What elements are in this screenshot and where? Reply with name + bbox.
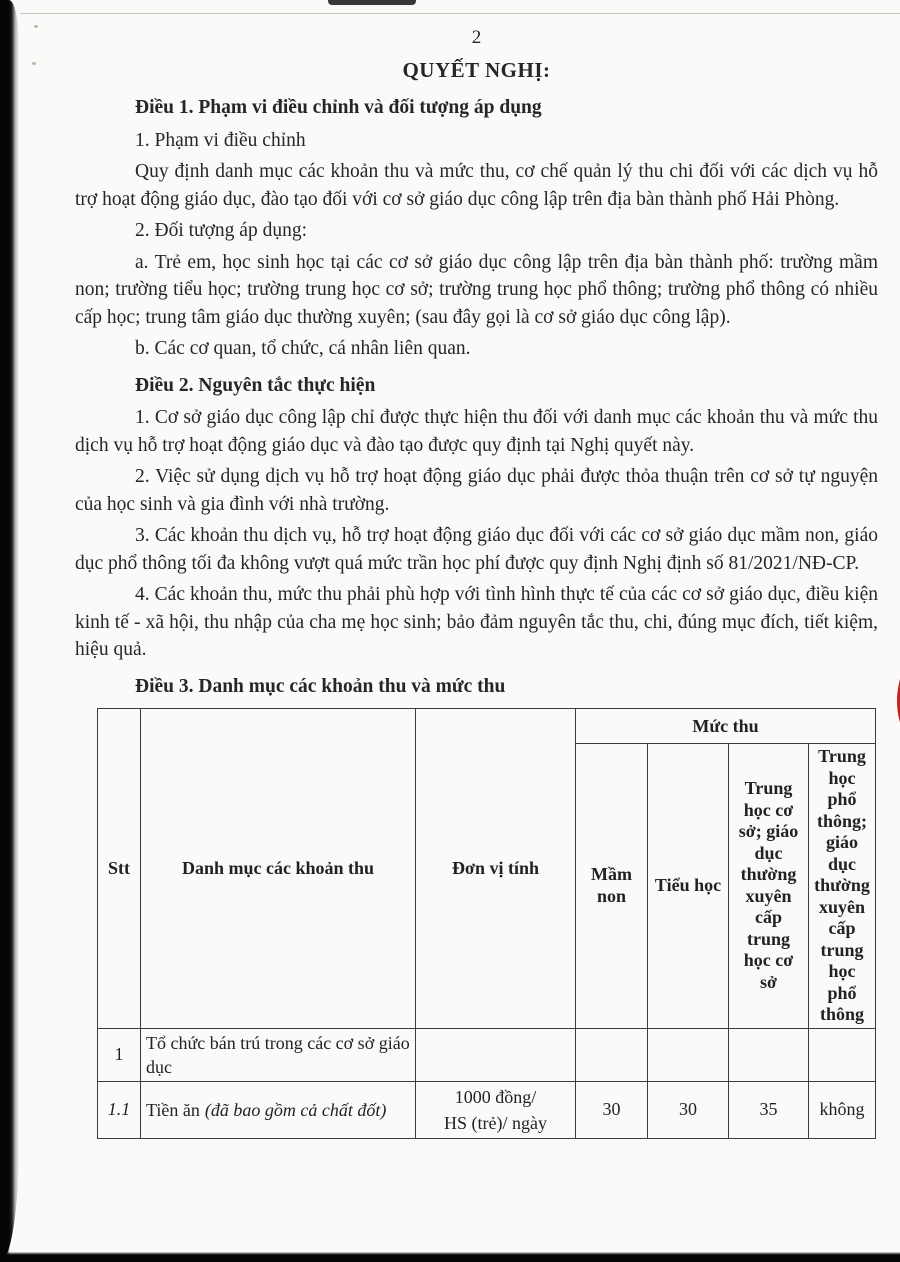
row-item-note: (đã bao gồm cả chất đốt) (204, 1099, 387, 1120)
table-row (98, 1028, 876, 1081)
row-value: không (809, 1081, 876, 1138)
paragraph: 1. Phạm vi điều chỉnh (135, 129, 306, 151)
row-unit (416, 1081, 576, 1138)
scan-top-smudge (328, 0, 416, 5)
section-heading-dieu-2: Điều 2. Nguyên tắc thực hiện (135, 374, 376, 396)
paragraph: 3. Các khoản thu dịch vụ, hỗ trợ hoạt động giáo dục đối với các cơ sở giáo dục mầm non, giáo dục phổ thông tối đa không vượt quá mức trần học phí được quy định Nghị định số 81/2021/NĐ-CP. (75, 525, 878, 574)
paragraph: 2. Việc sử dụng dịch vụ hỗ trợ hoạt động giáo dục phải được thỏa thuận trên cơ sở tự nguyện của học sinh và gia đình với nhà trường. (75, 466, 878, 515)
paragraph: 4. Các khoản thu, mức thu phải phù hợp với tình hình thực tế của các cơ sở giáo dục, điều kiện kinh tế - xã hội, thu nhập của cha mẹ học sinh; bảo đảm nguyên tắc thu, chi, đúng mục đích, tiết kiệm, hiệu quả. (75, 584, 878, 660)
row-stt: 1.1 (98, 1081, 141, 1138)
paragraph: a. Trẻ em, học sinh học tại các cơ sở giáo dục công lập trên địa bàn thành phố: trường mầm non; trường tiểu học; trường trung học cơ sở; trường trung học phổ thông; trường phổ thông có nhiều cấp học; trung tâm giáo dục thường xuyên; (sau đây gọi là cơ sở giáo dục công lập). (75, 251, 878, 328)
scan-speck (34, 25, 38, 28)
col-header-mam-non: Mầm non (576, 744, 648, 1029)
scan-edge-bottom-band (0, 1252, 900, 1262)
scan-edge-left-taper (0, 922, 10, 1262)
unit-line: HS (trẻ)/ ngày (444, 1112, 547, 1133)
row-unit (416, 1028, 576, 1081)
row-item: Tổ chức bán trú trong các cơ sở giáo dục (141, 1028, 416, 1081)
paragraph: Quy định danh mục các khoản thu và mức thu, cơ chế quản lý thu chi đối với các dịch vụ hỗ trợ hoạt động giáo dục, đào tạo đối với cơ sở giáo dục công lập trên địa bàn thành phố Hải Phòng. (75, 161, 878, 210)
scan-speck (32, 62, 36, 65)
table-row (98, 1081, 876, 1138)
unit-line: 1000 đồng/ (454, 1086, 537, 1107)
section-heading-dieu-3: Điều 3. Danh mục các khoản thu và mức thu (135, 675, 506, 697)
col-header-unit: Đơn vị tính (416, 709, 576, 1029)
col-header-item: Danh mục các khoản thu (141, 709, 416, 1029)
col-header-group-muc-thu: Mức thu (576, 709, 876, 744)
fee-schedule-table (97, 708, 876, 1139)
row-value (648, 1028, 729, 1081)
row-value: 30 (576, 1081, 648, 1138)
col-header-stt: Stt (98, 709, 141, 1029)
col-header-thcs: Trung học cơ sở; giáo dục thường xuyên cấp trung học cơ sở (729, 744, 809, 1029)
col-header-thpt: Trung học phổ thông; giáo dục thường xuyên cấp trung học phổ thông (809, 744, 876, 1029)
row-value (576, 1028, 648, 1081)
paragraph: b. Các cơ quan, tổ chức, cá nhân liên quan. (135, 338, 471, 359)
scan-top-line (20, 13, 900, 14)
row-value (729, 1028, 809, 1081)
row-value: 35 (729, 1081, 809, 1138)
paragraph: 1. Cơ sở giáo dục công lập chỉ được thực hiện thu đối với danh mục các khoản thu và mức thu dịch vụ hỗ trợ hoạt động giáo dục và đào tạo được quy định tại Nghị quyết này. (75, 407, 878, 456)
document-title: QUYẾT NGHỊ: (402, 58, 551, 82)
row-value (809, 1028, 876, 1081)
row-value: 30 (648, 1081, 729, 1138)
row-item-main: Tiền ăn (146, 1099, 200, 1120)
row-stt: 1 (98, 1028, 141, 1081)
paragraph: 2. Đối tượng áp dụng: (135, 220, 307, 241)
col-header-tieu-hoc: Tiểu học (648, 744, 729, 1029)
row-item (141, 1081, 416, 1138)
page-number: 2 (471, 27, 482, 48)
section-heading-dieu-1: Điều 1. Phạm vi điều chỉnh và đối tượng áp dụng (135, 97, 542, 118)
